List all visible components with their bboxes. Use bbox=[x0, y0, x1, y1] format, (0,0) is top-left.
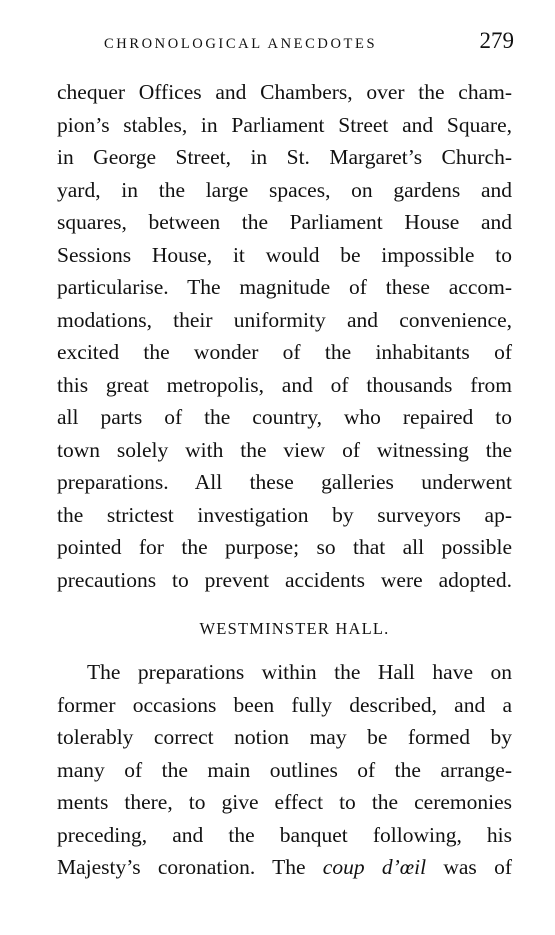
text-line: pointed for the purpose; so that all possible bbox=[57, 535, 512, 559]
italic-phrase: coup d’œil bbox=[322, 855, 427, 879]
text-line: yard, in the large spaces, on gardens and bbox=[57, 177, 512, 202]
text-line: Sessions House, it would be impossible to bbox=[57, 242, 512, 267]
text-line: preparations. All these galleries underwent bbox=[57, 470, 512, 494]
paragraph-westminster-hall bbox=[57, 656, 512, 884]
text-line: modations, their uniformity and convenience, bbox=[57, 307, 512, 332]
running-title: CHRONOLOGICAL ANECDOTES bbox=[104, 36, 378, 52]
text-line: preceding, and the banquet following, his bbox=[57, 822, 512, 847]
text-line-last bbox=[57, 851, 512, 884]
text-line: excited the wonder of the inhabitants of bbox=[57, 340, 512, 364]
text-run: Majesty’s coronation. The bbox=[57, 855, 323, 879]
text-line: tolerably correct notion may be formed by bbox=[57, 725, 512, 749]
text-line: all parts of the country, who repaired to bbox=[57, 405, 512, 429]
text-run: was of bbox=[426, 855, 512, 879]
text-line: pion’s stables, in Parliament Street and Square, bbox=[57, 112, 512, 137]
text-line: town solely with the view of witnessing the bbox=[57, 437, 512, 462]
paragraph-continued bbox=[57, 76, 512, 596]
section-heading: WESTMINSTER HALL. bbox=[199, 619, 390, 638]
text-line: particularise. The magnitude of these accom- bbox=[57, 275, 512, 299]
text-line: chequer Offices and Chambers, over the cham- bbox=[57, 80, 512, 104]
text-line: squares, between the Parliament House and bbox=[57, 210, 512, 234]
text-line: this great metropolis, and of thousands from bbox=[57, 372, 512, 397]
page-number: 279 bbox=[479, 28, 514, 53]
text-line: The preparations within the Hall have on bbox=[87, 660, 512, 684]
spacer bbox=[57, 644, 512, 656]
running-header bbox=[104, 28, 514, 54]
body-text bbox=[57, 76, 512, 884]
text-line: former occasions been fully described, and a bbox=[57, 692, 512, 717]
text-line: ments there, to give effect to the ceremonies bbox=[57, 790, 512, 814]
text-line: the strictest investigation by surveyors ap- bbox=[57, 502, 512, 527]
text-line: in George Street, in St. Margaret’s Church- bbox=[57, 145, 512, 169]
text-line: precautions to prevent accidents were adopted. bbox=[57, 567, 512, 592]
text-line: many of the main outlines of the arrange- bbox=[57, 757, 512, 782]
